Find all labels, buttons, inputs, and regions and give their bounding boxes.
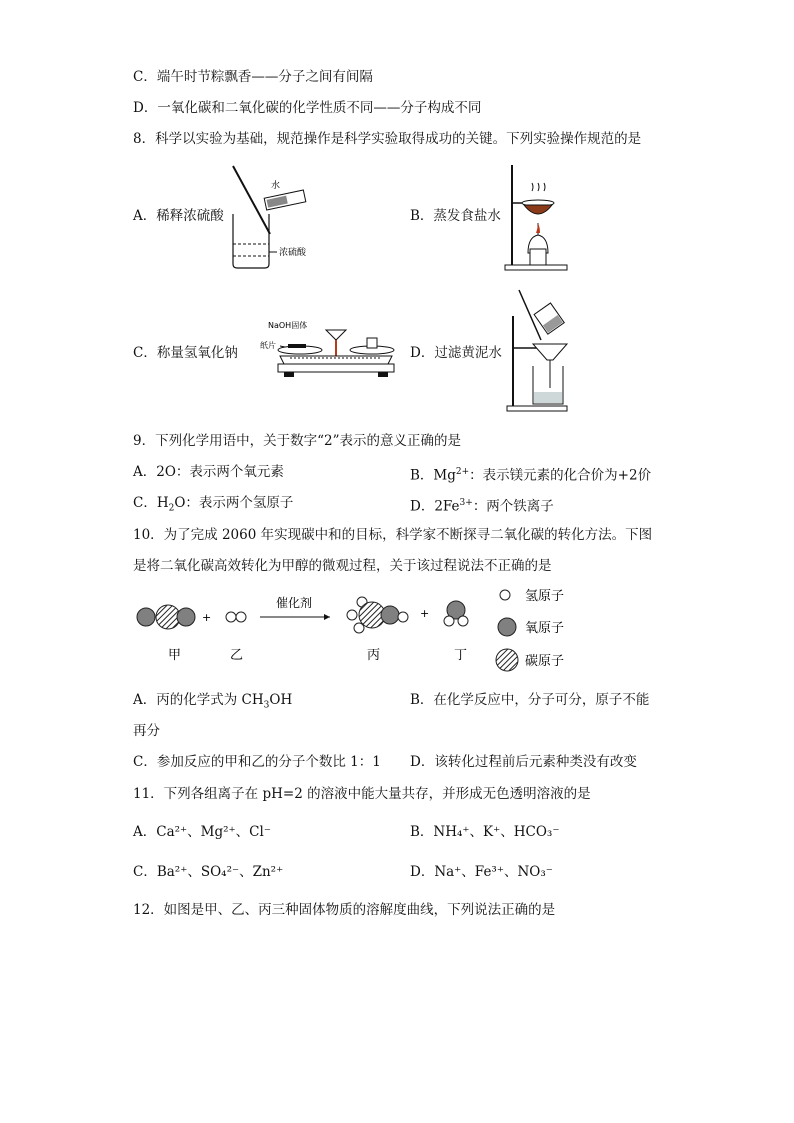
legend-hydrogen: 氢原子 — [525, 589, 565, 604]
molecule-ding — [444, 601, 468, 626]
q9-d-post: ：两个铁离子 — [472, 498, 554, 515]
legend-hydrogen-symbol — [500, 590, 510, 600]
legend — [496, 589, 564, 671]
reaction-diagram — [130, 585, 590, 675]
q10-stem-line1: 10．为了完成 2060 年实现碳中和的目标，科学家不断探寻二氧化碳的转化方法。下图 — [133, 527, 653, 543]
label-jia: 甲 — [168, 648, 182, 663]
label-ding: 丁 — [454, 648, 468, 663]
legend-oxygen-symbol — [498, 618, 516, 636]
q8-stem: 8．科学以实验为基础，规范操作是科学实验取得成功的关键。下列实验操作规范的是 — [133, 131, 642, 147]
molecule-bing — [347, 597, 408, 633]
q10-a-sub: 3 — [263, 700, 270, 711]
q8-option-c: C．称量氢氧化钠 — [133, 345, 238, 361]
q9-d-sup: 3+ — [459, 498, 473, 508]
label-yi: 乙 — [230, 648, 244, 663]
q8-option-b: B．蒸发食盐水 — [410, 208, 501, 224]
q9-option-b — [410, 463, 651, 485]
q11-option-a: A．Ca²⁺、Mg²⁺、Cl⁻ — [133, 824, 271, 840]
q7-option-d: D．一氧化碳和二氧化碳的化学性质不同——分子构成不同 — [133, 100, 482, 116]
q9-d-text: D．2Fe — [410, 498, 460, 515]
q10-option-b-cont: 再分 — [133, 723, 160, 739]
q12-stem: 12．如图是甲、乙、丙三种固体物质的溶解度曲线，下列说法正确的是 — [133, 902, 556, 918]
label-bing: 丙 — [367, 648, 381, 663]
q10-option-a — [133, 691, 292, 715]
q9-option-c — [133, 494, 293, 518]
q9-option-d — [410, 494, 554, 516]
acid-label: 浓硫酸 — [279, 248, 307, 258]
legend-carbon: 碳原子 — [525, 654, 565, 669]
q8-option-d: D．过滤黄泥水 — [410, 345, 502, 361]
q7-option-c: C．端午时节粽飘香——分子之间有间隔 — [133, 69, 373, 85]
q9-option-a: A．2O：表示两个氧元素 — [133, 464, 284, 480]
q9-stem: 9．下列化学用语中，关于数字“2”表示的意义正确的是 — [133, 433, 461, 449]
catalyst-label: 催化剂 — [276, 596, 313, 610]
q9-b-text: B．Mg — [410, 467, 456, 484]
q10-a-text: A．丙的化学式为 CH — [133, 692, 264, 708]
evaporation-figure — [500, 163, 575, 273]
q9-c-sub: 2 — [168, 503, 175, 514]
water-label: 水 — [271, 181, 281, 191]
q11-option-b: B．NH₄⁺、K⁺、HCO₃⁻ — [410, 824, 560, 840]
legend-oxygen: 氧原子 — [525, 621, 565, 636]
q10-option-d: D．该转化过程前后元素种类没有改变 — [410, 754, 637, 770]
q10-stem-line2: 是将二氧化碳高效转化为甲醇的微观过程，关于该过程说法不正确的是 — [133, 558, 552, 574]
plus-sign-1: + — [202, 611, 212, 624]
molecule-yi — [226, 612, 246, 622]
q9-c-post: O：表示两个氢原子 — [174, 495, 294, 511]
q9-b-sup: 2+ — [455, 467, 470, 477]
plus-sign-2: + — [420, 607, 430, 620]
naoh-label: NaOH固体 — [268, 321, 308, 330]
q11-option-c: C．Ba²⁺、SO₄²⁻、Zn²⁺ — [133, 864, 284, 880]
q11-option-d: D．Na⁺、Fe³⁺、NO₃⁻ — [410, 864, 553, 880]
q10-option-c: C．参加反应的甲和乙的分子个数比 1：1 — [133, 754, 381, 770]
legend-carbon-symbol — [496, 649, 518, 671]
dilute-acid-figure — [225, 162, 320, 272]
balance-figure — [260, 318, 400, 383]
q8-option-a: A．稀释浓硫酸 — [133, 208, 224, 224]
q9-c-text: C．H — [133, 495, 169, 511]
q11-stem: 11．下列各组离子在 pH=2 的溶液中能大量共存，并形成无色透明溶液的是 — [133, 786, 591, 802]
filtration-figure — [505, 288, 570, 413]
q10-a-post: OH — [269, 692, 293, 708]
paper-label: 纸片 — [260, 341, 276, 350]
q9-b-post: ：表示镁元素的化合价为+2价 — [469, 467, 652, 484]
q10-option-b: B．在化学反应中，分子可分，原子不能 — [410, 692, 650, 708]
molecule-jia — [137, 605, 195, 629]
